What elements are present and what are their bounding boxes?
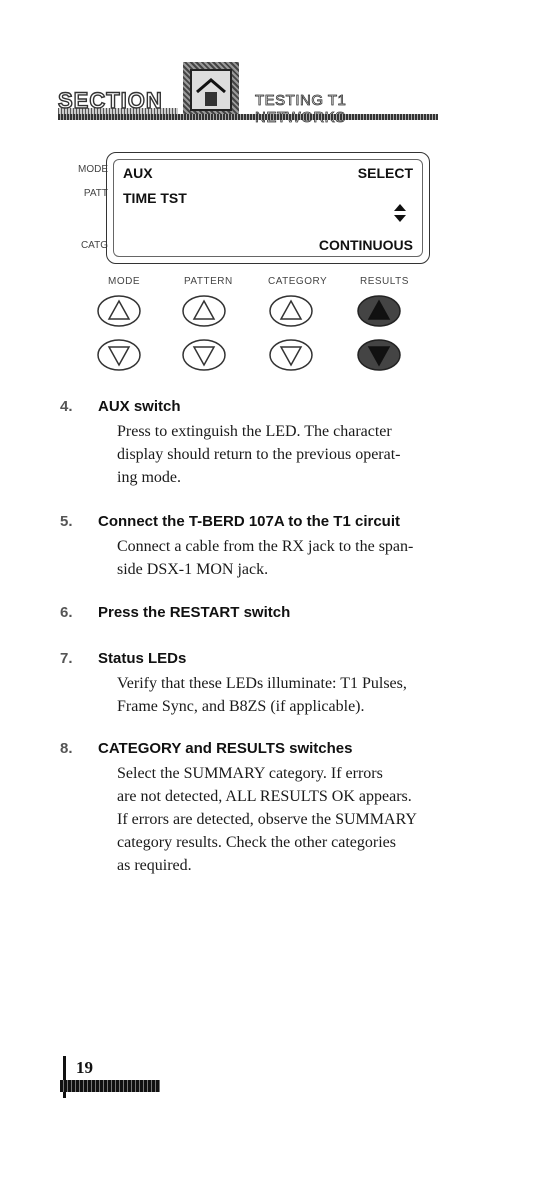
step-title: Connect the T-BERD 107A to the T1 circuit xyxy=(98,513,400,530)
mode-up-key[interactable] xyxy=(96,294,142,328)
step-body-line: display should return to the previous operat- xyxy=(117,446,401,463)
side-label-catg: CATG xyxy=(80,240,108,251)
step-body xyxy=(117,535,447,581)
up-down-arrows-icon xyxy=(393,203,407,223)
lcd-row2-left: TIME TST xyxy=(123,190,187,206)
results-down-key[interactable] xyxy=(356,338,402,372)
key-label-mode: MODE xyxy=(108,276,140,287)
lcd-display xyxy=(106,152,430,264)
key-labels xyxy=(98,276,428,290)
lcd-row1-left: AUX xyxy=(123,165,153,181)
side-label-mode: MODE xyxy=(78,164,108,175)
header-rule xyxy=(58,114,438,120)
page-header xyxy=(58,62,438,122)
lcd-row1-right: SELECT xyxy=(357,165,413,181)
section-tab-icon xyxy=(183,62,239,118)
mode-down-key[interactable] xyxy=(96,338,142,372)
step-number: 5. xyxy=(60,513,73,530)
step-body-line: If errors are detected, observe the SUMMARY xyxy=(117,811,417,828)
step-title: CATEGORY and RESULTS switches xyxy=(98,740,353,757)
section-label: SECTION xyxy=(58,88,163,113)
step-body-line: are not detected, ALL RESULTS OK appears. xyxy=(117,788,412,805)
step-body-line: Press to extinguish the LED. The character xyxy=(117,423,392,440)
step-number: 4. xyxy=(60,398,73,415)
step-title: Press the RESTART switch xyxy=(98,604,291,621)
step-body-line: category results. Check the other categories xyxy=(117,834,396,851)
side-label-patt: PATT xyxy=(83,188,108,199)
category-up-key[interactable] xyxy=(268,294,314,328)
step-title: Status LEDs xyxy=(98,650,187,667)
step-body-line: Select the SUMMARY category. If errors xyxy=(117,765,383,782)
step-body xyxy=(117,420,447,489)
key-label-pattern: PATTERN xyxy=(184,276,233,287)
step-number: 6. xyxy=(60,604,73,621)
key-label-results: RESULTS xyxy=(360,276,409,287)
step-body-line: Connect a cable from the RX jack to the span- xyxy=(117,538,414,555)
step-number: 7. xyxy=(60,650,73,667)
step-body-line: Verify that these LEDs illuminate: T1 Pulses, xyxy=(117,675,407,692)
pattern-down-key[interactable] xyxy=(181,338,227,372)
step-body-line: Frame Sync, and B8ZS (if applicable). xyxy=(117,698,365,715)
step-body xyxy=(117,762,447,877)
step-title: AUX switch xyxy=(98,398,181,415)
results-up-key[interactable] xyxy=(356,294,402,328)
chapter-title: TESTING T1 xyxy=(255,92,347,109)
step-body-line: ing mode. xyxy=(117,469,181,486)
category-down-key[interactable] xyxy=(268,338,314,372)
control-keys xyxy=(96,294,436,374)
page-number: 19 xyxy=(76,1058,93,1077)
step-body-line: side DSX-1 MON jack. xyxy=(117,561,269,578)
key-label-category: CATEGORY xyxy=(268,276,328,287)
panel-side-labels xyxy=(58,162,108,272)
step-body-line: as required. xyxy=(117,857,192,874)
step-number: 8. xyxy=(60,740,73,757)
pattern-up-key[interactable] xyxy=(181,294,227,328)
footer-bar xyxy=(60,1080,160,1092)
step-body xyxy=(117,672,447,718)
lcd-row3-right: CONTINUOUS xyxy=(318,237,413,253)
